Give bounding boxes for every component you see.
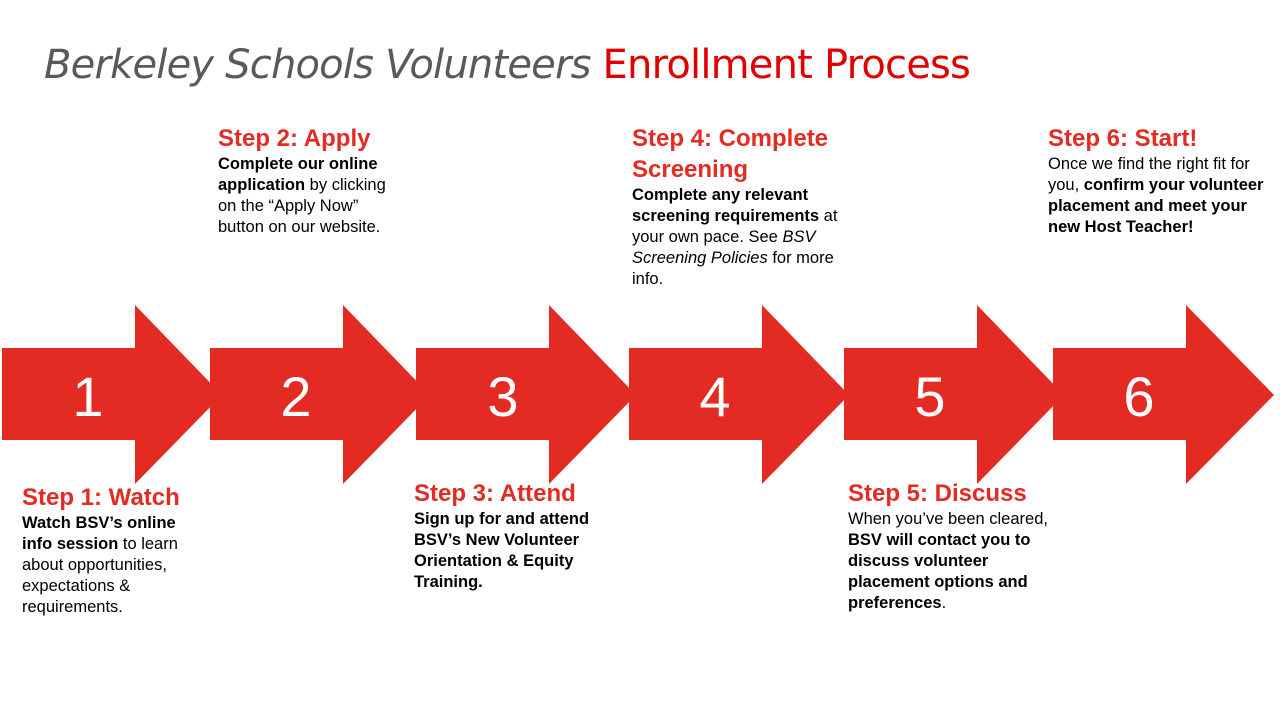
- arrow-number-2: 2: [280, 365, 312, 428]
- plain-text: .: [941, 594, 947, 612]
- arrow-shape-5: [844, 305, 1064, 484]
- arrow-number-6: 6: [1123, 365, 1155, 428]
- plain-text: by clicking on the “Apply Now” button on our website.: [218, 176, 386, 236]
- step-6-description: [1048, 154, 1270, 238]
- step-3-title: Step 3: Attend: [414, 480, 576, 507]
- arrow-step-1: [2, 305, 222, 484]
- step-1-description: [22, 513, 208, 618]
- emphasis-text: Watch BSV’s online info session: [22, 514, 176, 553]
- emphasis-text: Sign up for and attend BSV’s New Volunteer Orientation & Equity Training.: [414, 510, 590, 591]
- step-5: [848, 478, 1062, 614]
- arrow-shape-2: [210, 305, 430, 484]
- plain-text: for more info.: [632, 249, 834, 288]
- arrow-step-6: [1053, 305, 1274, 484]
- step-6: [1048, 123, 1270, 238]
- arrow-step-2: [210, 305, 430, 484]
- plain-text: at your own pace. See: [632, 207, 838, 246]
- plain-text: to learn about opportunities, expectations & requirements.: [22, 535, 178, 616]
- plain-text: Once we find the right fit for you,: [1048, 155, 1250, 194]
- step-1-title: Step 1: Watch: [22, 484, 180, 511]
- step-3-description: [414, 509, 614, 593]
- emphasis-text: confirm your volunteer placement and meet your new Host Teacher!: [1048, 176, 1264, 236]
- step-5-description: [848, 509, 1062, 614]
- arrow-step-3: [416, 305, 636, 484]
- step-1: [22, 482, 208, 618]
- step-4: [632, 123, 864, 290]
- step-5-title: Step 5: Discuss: [848, 480, 1027, 507]
- step-2-title: Step 2: Apply: [218, 125, 371, 152]
- step-4-description: [632, 185, 854, 290]
- step-4-title: Step 4: Complete Screening: [632, 125, 829, 183]
- arrow-shape-6: [1053, 305, 1274, 484]
- title-process: Enrollment Process: [602, 42, 971, 88]
- emphasis-text: BSV will contact you to discuss volunteer placement options and preferences: [848, 531, 1031, 612]
- arrow-step-4: [629, 305, 849, 484]
- step-2: [218, 123, 408, 238]
- arrow-number-4: 4: [699, 365, 731, 428]
- arrow-number-3: 3: [487, 365, 519, 428]
- step-6-title: Step 6: Start!: [1048, 125, 1198, 152]
- arrow-shape-4: [629, 305, 849, 484]
- arrow-number-5: 5: [914, 365, 946, 428]
- italic-text: BSV Screening Policies: [632, 228, 816, 267]
- step-3: [414, 478, 614, 593]
- emphasis-text: Complete our online application: [218, 155, 378, 194]
- plain-text: When you’ve been cleared,: [848, 510, 1048, 528]
- arrow-number-1: 1: [72, 365, 104, 428]
- emphasis-text: Complete any relevant screening requirements: [632, 186, 820, 225]
- arrow-shape-1: [2, 305, 222, 484]
- arrow-step-5: [844, 305, 1064, 484]
- arrow-shape-3: [416, 305, 636, 484]
- step-2-description: [218, 154, 408, 238]
- title-organization: Berkeley Schools Volunteers: [44, 42, 591, 88]
